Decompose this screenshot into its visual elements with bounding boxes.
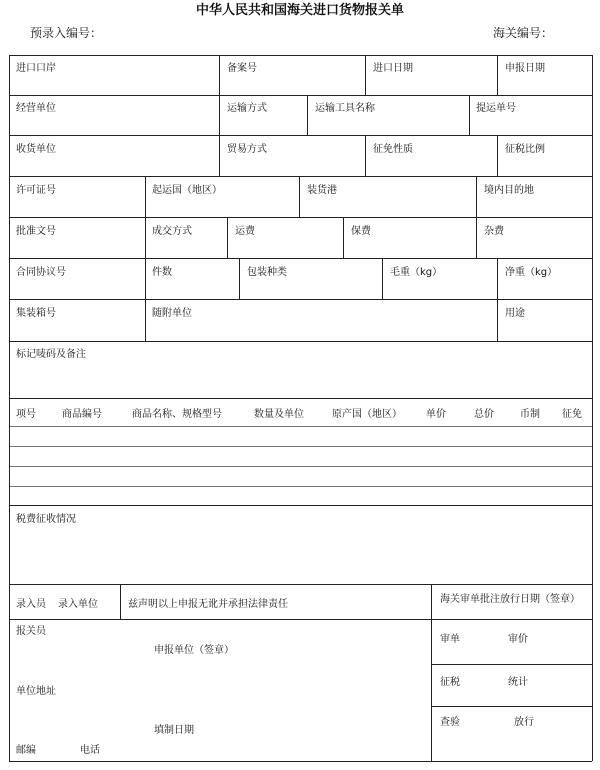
row-divider bbox=[9, 176, 592, 177]
cell-divider bbox=[219, 135, 220, 176]
deal-mode-label: 成交方式 bbox=[152, 226, 192, 237]
bill-number-label: 提运单号 bbox=[476, 103, 516, 114]
cell-divider bbox=[145, 299, 146, 341]
statistics-label: 统计 bbox=[508, 677, 528, 688]
table-right-border bbox=[592, 55, 593, 761]
postcode-label: 邮编 bbox=[16, 745, 36, 756]
cell-divider bbox=[120, 584, 121, 619]
cell-divider bbox=[382, 258, 383, 299]
item-header-currency: 币制 bbox=[520, 409, 540, 420]
cell-divider bbox=[497, 55, 498, 95]
net-weight-label: 净重（kg） bbox=[505, 267, 558, 278]
item-header-origin: 原产国（地区） bbox=[332, 409, 402, 420]
release-label: 放行 bbox=[514, 717, 534, 728]
cell-divider bbox=[469, 95, 470, 135]
item-header-exemption: 征免 bbox=[562, 409, 582, 420]
cell-divider bbox=[343, 217, 344, 258]
item-line bbox=[9, 446, 592, 447]
import-date-label: 进口日期 bbox=[373, 63, 413, 74]
item-line bbox=[9, 486, 592, 487]
record-number-label: 备案号 bbox=[227, 63, 257, 74]
row-divider bbox=[9, 299, 592, 300]
row-divider bbox=[9, 584, 592, 585]
cell-divider bbox=[307, 95, 308, 135]
freight-label: 运费 bbox=[235, 226, 255, 237]
item-header-quantity-unit: 数量及单位 bbox=[254, 409, 304, 420]
declaration-statement: 兹声明以上申报无讹并承担法律责任 bbox=[128, 599, 288, 610]
inspection-label: 查验 bbox=[440, 717, 460, 728]
approval-number-label: 批准文号 bbox=[16, 226, 56, 237]
audit-label: 审单 bbox=[440, 634, 460, 645]
cell-divider bbox=[219, 95, 220, 135]
table-top-border bbox=[9, 55, 592, 56]
cell-divider bbox=[145, 217, 146, 258]
item-line bbox=[9, 426, 592, 427]
row-divider bbox=[9, 398, 592, 399]
table-bottom-border bbox=[9, 761, 592, 762]
cell-divider bbox=[219, 55, 220, 95]
import-port-label: 进口口岸 bbox=[16, 63, 56, 74]
cell-divider bbox=[145, 258, 146, 299]
package-type-label: 包装种类 bbox=[247, 267, 287, 278]
item-header-total-price: 总价 bbox=[474, 409, 494, 420]
row-divider bbox=[9, 95, 592, 96]
tax-collection-label: 税费征收情况 bbox=[16, 514, 76, 525]
item-header-unit-price: 单价 bbox=[426, 409, 446, 420]
row-divider bbox=[431, 706, 592, 707]
marks-remarks-label: 标记唛码及备注 bbox=[16, 349, 86, 360]
exemption-nature-label: 征免性质 bbox=[373, 144, 413, 155]
transport-mode-label: 运输方式 bbox=[227, 103, 267, 114]
row-divider bbox=[9, 135, 592, 136]
container-number-label: 集装箱号 bbox=[16, 308, 56, 319]
entry-unit-label: 录入单位 bbox=[58, 599, 98, 610]
row-divider bbox=[431, 619, 592, 620]
item-header-code: 商品编号 bbox=[62, 409, 102, 420]
destination-label: 境内目的地 bbox=[484, 185, 534, 196]
fill-date-label: 填制日期 bbox=[154, 725, 194, 736]
row-divider bbox=[120, 619, 431, 620]
phone-label: 电话 bbox=[80, 745, 100, 756]
cell-divider bbox=[365, 55, 366, 95]
operator-label: 经营单位 bbox=[16, 103, 56, 114]
cell-divider bbox=[239, 258, 240, 299]
cell-divider bbox=[299, 176, 300, 217]
row-divider bbox=[9, 505, 592, 506]
entry-person-label: 录入员 bbox=[16, 599, 46, 610]
gross-weight-label: 毛重（kg） bbox=[390, 267, 443, 278]
loading-port-label: 装货港 bbox=[307, 185, 337, 196]
license-number-label: 许可证号 bbox=[16, 185, 56, 196]
cell-divider bbox=[497, 135, 498, 176]
contract-number-label: 合同协议号 bbox=[16, 267, 66, 278]
insurance-label: 保费 bbox=[351, 226, 371, 237]
row-divider bbox=[9, 619, 120, 620]
misc-fee-label: 杂费 bbox=[484, 226, 504, 237]
cell-divider bbox=[476, 217, 477, 258]
cell-divider bbox=[227, 217, 228, 258]
usage-label: 用途 bbox=[505, 308, 525, 319]
row-divider bbox=[9, 341, 592, 342]
cell-divider bbox=[497, 299, 498, 341]
table-left-border bbox=[9, 55, 10, 761]
form-title: 中华人民共和国海关进口货物报关单 bbox=[195, 3, 404, 18]
declarer-label: 报关员 bbox=[16, 626, 46, 637]
cell-divider bbox=[476, 176, 477, 217]
cell-divider bbox=[365, 135, 366, 176]
tax-ratio-label: 征税比例 bbox=[505, 144, 545, 155]
pieces-label: 件数 bbox=[152, 267, 172, 278]
declare-unit-seal-label: 申报单位（签章） bbox=[154, 645, 234, 656]
item-line bbox=[9, 466, 592, 467]
item-header-name-spec: 商品名称、规格型号 bbox=[132, 409, 222, 420]
declare-date-label: 申报日期 bbox=[505, 63, 545, 74]
transport-name-label: 运输工具名称 bbox=[315, 103, 375, 114]
item-header-seq: 项号 bbox=[16, 409, 36, 420]
consignee-label: 收货单位 bbox=[16, 144, 56, 155]
attached-documents-label: 随附单位 bbox=[152, 308, 192, 319]
unit-address-label: 单位地址 bbox=[16, 686, 56, 697]
price-review-label: 审价 bbox=[508, 634, 528, 645]
trade-mode-label: 贸易方式 bbox=[227, 144, 267, 155]
cell-divider bbox=[431, 584, 432, 761]
row-divider bbox=[9, 258, 592, 259]
row-divider bbox=[9, 217, 592, 218]
customs-review-label: 海关审单批注放行日期（签章） bbox=[440, 594, 580, 605]
cell-divider bbox=[145, 176, 146, 217]
preentry-number-label: 预录入编号： bbox=[30, 26, 103, 40]
origin-country-label: 起运国（地区） bbox=[152, 185, 222, 196]
row-divider bbox=[431, 664, 592, 665]
tax-collect-label: 征税 bbox=[440, 677, 460, 688]
cell-divider bbox=[497, 258, 498, 299]
customs-number-label: 海关编号： bbox=[493, 26, 554, 40]
